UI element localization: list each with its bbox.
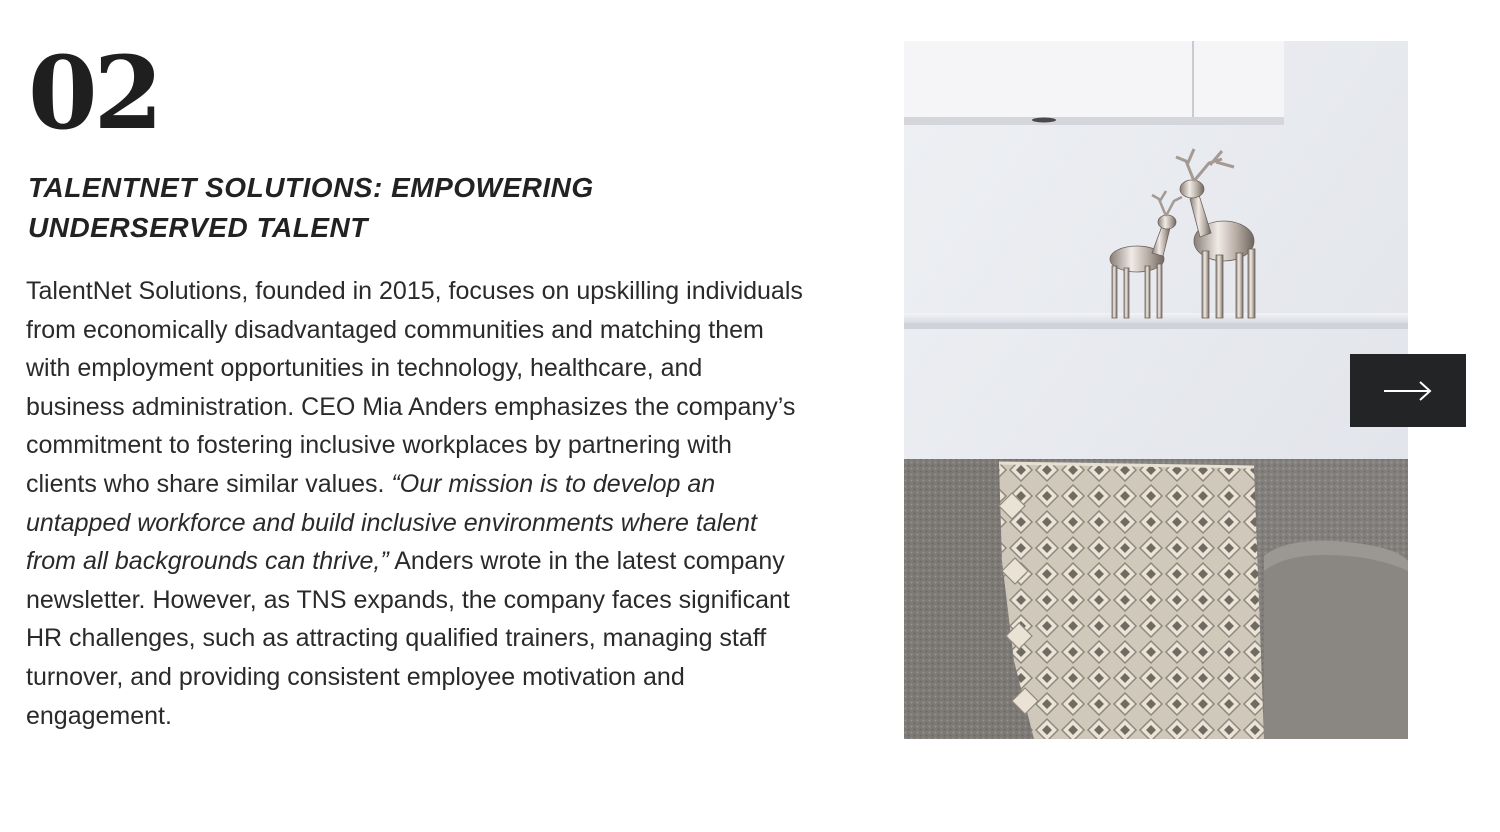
- section-title-line-1: TALENTNET SOLUTIONS: EMPOWERING: [28, 172, 594, 203]
- body-intro-text: TalentNet Solutions, founded in 2015, focuses on upskilling individuals from economically disadvantaged communities and matching them with employment opportunities in technology, healthcare, and business administration. CEO Mia Anders emphasizes the company’s commitment to fostering inclusive workplaces by partnering with clients who share similar values.: [26, 277, 803, 498]
- slide-number: 02: [28, 34, 160, 152]
- body-paragraph: [26, 272, 806, 735]
- interior-photo-illustration: [904, 41, 1408, 739]
- ceo-quote: “Our mission is to develop an untapped workforce and build inclusive environments where talent from all backgrounds can thrive,”: [26, 469, 757, 576]
- section-title: [28, 168, 728, 248]
- next-slide-button[interactable]: [1350, 354, 1466, 427]
- body-outro-text: Anders wrote in the latest company newsletter. However, as TNS expands, the company faces significant HR challenges, such as attracting qualified trainers, managing staff turnover, and providing consistent employee motivation and engagement.: [26, 547, 790, 730]
- interior-photo: [904, 41, 1408, 739]
- arrow-right-icon: [1382, 379, 1434, 403]
- section-title-line-2: UNDERSERVED TALENT: [28, 212, 368, 243]
